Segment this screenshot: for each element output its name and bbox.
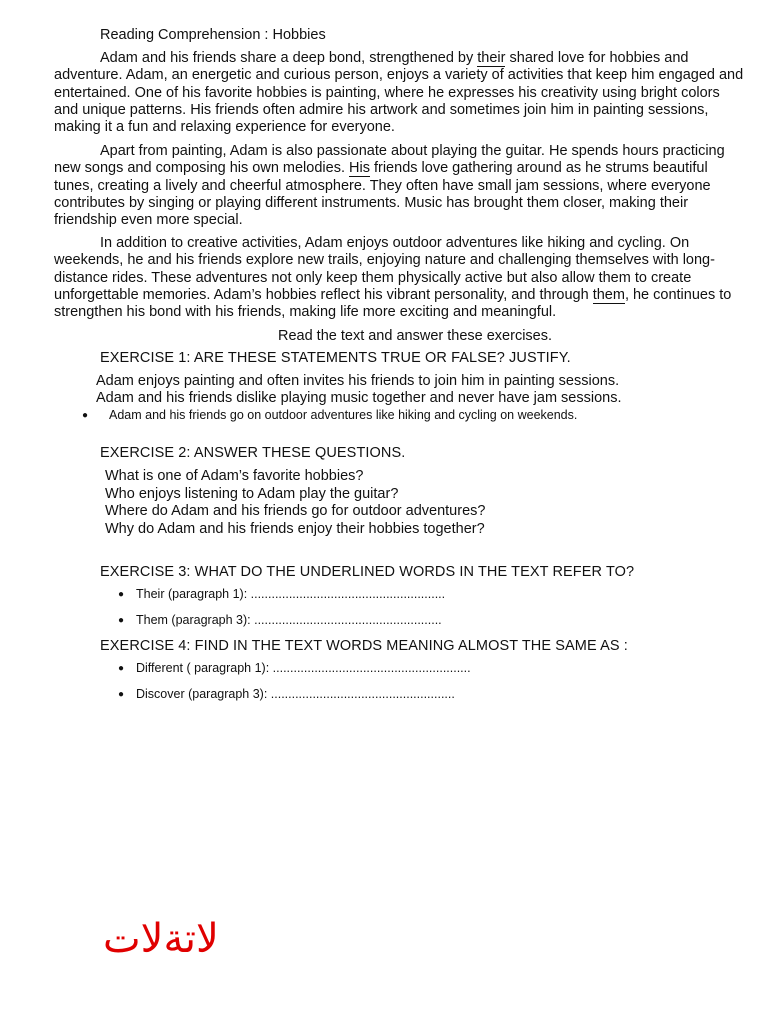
exercise-1-statement-1: Adam enjoys painting and often invites his friends to join him in painting sessions. (96, 373, 620, 389)
document-title: Reading Comprehension : Hobbies (100, 27, 326, 43)
paragraph-1 (54, 50, 744, 136)
exercise-1-heading: EXERCISE 1: ARE THESE STATEMENTS TRUE OR FALSE? JUSTIFY. (100, 350, 571, 366)
exercise-4-heading: EXERCISE 4: FIND IN THE TEXT WORDS MEANING ALMOST THE SAME AS : (100, 638, 628, 654)
bullet-icon: ● (118, 589, 125, 600)
paragraph-1-text-a: Adam and his friends share a deep bond, strengthened by (100, 50, 478, 66)
paragraph-3-text-b: , he continues to strengthen his bond with his friends, making life more exciting and meaningful. (54, 286, 732, 321)
exercise-4-item-1: Different ( paragraph 1): ......................................................... (136, 661, 471, 675)
bullet-icon: ● (118, 689, 125, 700)
exercise-1-statement-3: Adam and his friends go on outdoor adventures like hiking and cycling on weekends. (109, 408, 578, 422)
paragraph-3-text-a: In addition to creative activities, Adam enjoys outdoor adventures like hiking and cycling. On weekends, he and his friends explore new trails, enjoying nature and challenging themselves with long-distance rides. These adventures not only keep them physically active but also allow them to create unforgettable memories. Adam’s hobbies reflect his vibrant personality, and through (54, 235, 715, 303)
underlined-word-their: their (477, 50, 506, 66)
exercise-2-question-3: Where do Adam and his friends go for outdoor adventures? (105, 503, 486, 519)
underlined-word-them: them (592, 286, 625, 303)
exercise-3-item-1: Their (paragraph 1): ........................................................ (136, 587, 446, 601)
bullet-icon: ● (82, 410, 89, 421)
exercise-4-item-2: Discover (paragraph 3): ..................................................... (136, 687, 455, 701)
exercise-2-question-1: What is one of Adam’s favorite hobbies? (105, 468, 364, 484)
arabic-text: لاتةلات (103, 916, 219, 962)
exercise-2-heading: EXERCISE 2: ANSWER THESE QUESTIONS. (100, 445, 406, 461)
instruction: Read the text and answer these exercises. (277, 328, 553, 344)
paragraph-1-text-b: shared love for hobbies and adventure. Adam, an energetic and curious person, enjoys a variety of activities that keep him engaged and entertained. One of his favorite hobbies is painting, where he expresses his creativity using bright colors and unique patterns. His friends often admire his artwork and sometimes join him in painting sessions, making it a fun and relaxing experience for everyone. (54, 50, 744, 136)
exercise-3-item-2: Them (paragraph 3): ...................................................... (136, 613, 442, 627)
exercise-2-question-2: Who enjoys listening to Adam play the guitar? (105, 486, 399, 502)
paragraph-2 (54, 143, 744, 229)
paragraph-2-text-a: Apart from painting, Adam is also passionate about playing the guitar. He spends hours practicing new songs and composing his own melodies. (54, 143, 725, 177)
paragraph-2-text-b: friends love gathering around as he strums beautiful tunes, creating a lively and cheerful atmosphere. They often have small jam sessions, where everyone contributes by singing or playing different instruments. Music has brought them closer, making their friendship even more special. (54, 160, 711, 229)
bullet-icon: ● (118, 615, 125, 626)
exercise-1-statement-2: Adam and his friends dislike playing music together and never have jam sessions. (96, 390, 622, 406)
bullet-icon: ● (118, 663, 125, 674)
exercise-2-question-4: Why do Adam and his friends enjoy their hobbies together? (105, 521, 485, 537)
underlined-word-his: His (349, 160, 370, 177)
exercise-3-heading: EXERCISE 3: WHAT DO THE UNDERLINED WORDS IN THE TEXT REFER TO? (100, 564, 635, 580)
paragraph-3 (54, 235, 744, 321)
